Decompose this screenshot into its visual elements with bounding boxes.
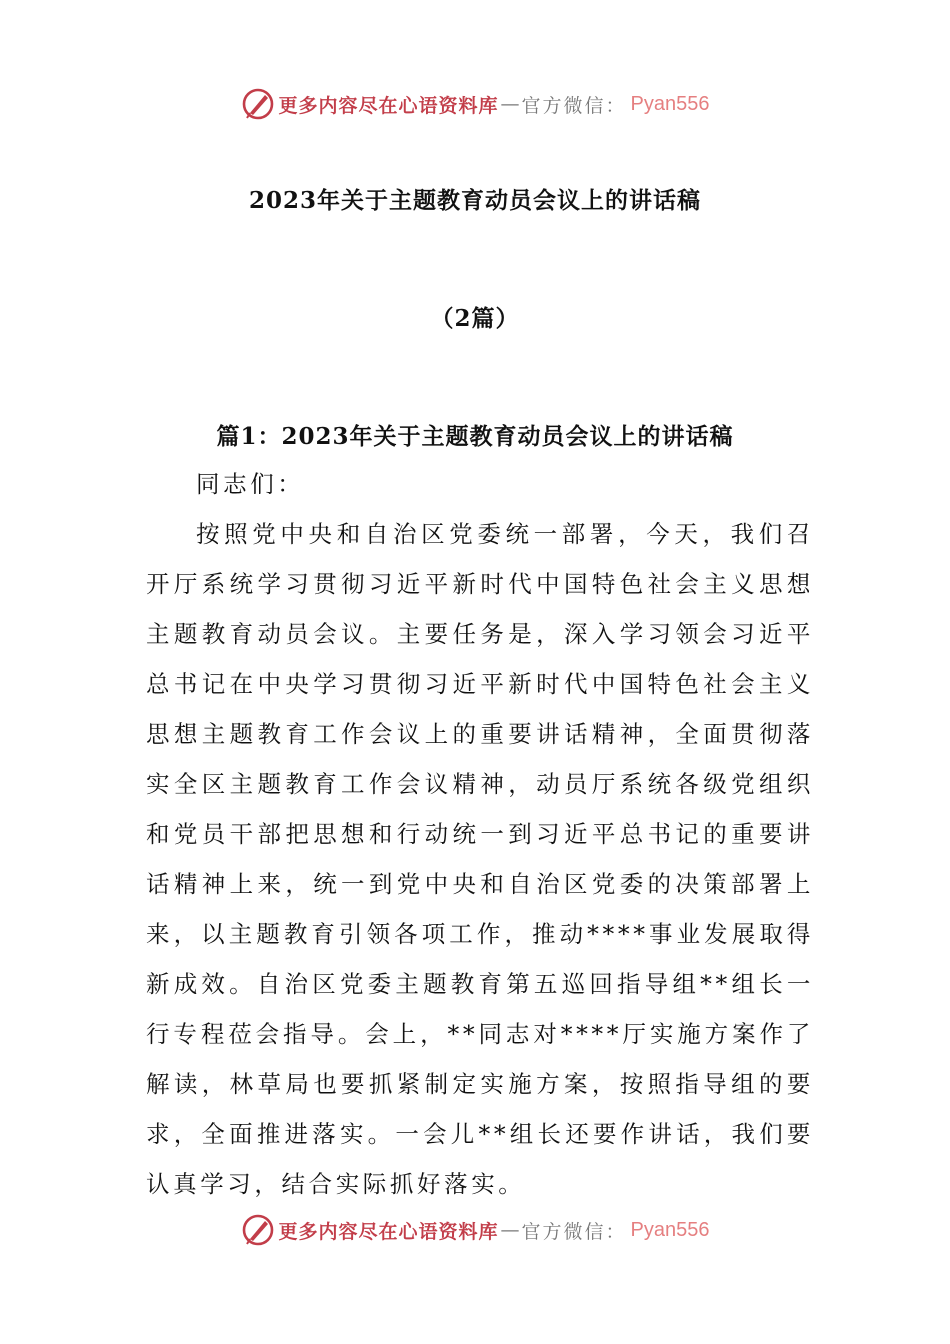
banner-wechat-label: 官方微信：: [521, 1220, 627, 1243]
document-count: （2篇）: [430, 305, 520, 332]
banner-brand-text: 更多内容尽在心语资料库: [278, 1220, 499, 1243]
body-paragraph: 按照党中央和自治区党委统一部署，今天，我们召开厅系统学习贯彻习近平新时代中国特色社会主义思想主题教育动员会议。主要任务是，深入学习领会习近平总书记在中央学习贯彻习近平新时代中国特色社会主义思想主题教育工作会议上的重要讲话精神，全面贯彻落实全区主题教育工作会议精神，动员厅系统各级党组织和党员干部把思想和行动统一到习近平总书记的重要讲话精神上来，统一到党中央和自治区党委的决策部署上来，以主题教育引领各项工作，推动****事业发展取得新成效。自治区党委主题教育第五巡回指导组**组长一行专程莅会指导。会上，**同志对****厅实施方案作了解读，林草局也要抓紧制定实施方案，按照指导组的要求，全面推进落实。一会儿**组长还要作讲话，我们要认真学习，结合实际抓好落实。: [146, 520, 814, 1198]
footer-banner: [0, 1210, 950, 1250]
banner-brand-text: 更多内容尽在心语资料库: [278, 94, 499, 117]
greeting: 同志们：: [196, 470, 305, 498]
banner-wechat-id: Pyan556: [630, 92, 710, 115]
banner-dash: —: [500, 1219, 520, 1241]
banner-wechat-id: Pyan556: [630, 1218, 710, 1241]
quill-logo-icon: [241, 1213, 275, 1247]
document-title: 2023年关于主题教育动员会议上的讲话稿: [248, 187, 701, 214]
header-banner: [0, 84, 950, 124]
section-title: 篇1：2023年关于主题教育动员会议上的讲话稿: [216, 423, 734, 450]
banner-dash: —: [500, 93, 520, 115]
banner-wechat-label: 官方微信：: [521, 94, 627, 117]
quill-logo-icon: [241, 87, 275, 121]
